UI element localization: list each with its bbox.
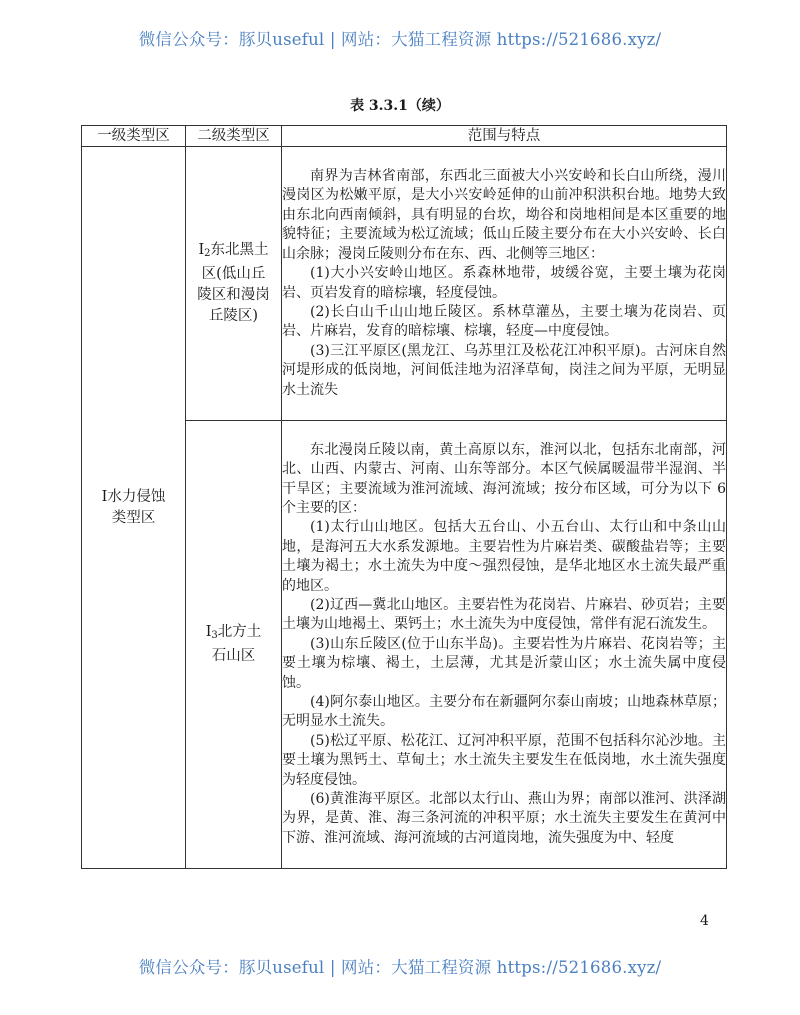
scope-cell <box>282 147 727 421</box>
paragraph: (6)黄淮海平原区。北部以太行山、燕山为界；南部以淮河、洪泽湖为界，是黄、淮、海三条河流的冲积平原；水土流失主要发生在黄河中下游、淮河流域、海河流域的古河道岗地，流失强度为中、轻度 <box>282 791 726 846</box>
level2-prefix: Ⅰ <box>205 624 212 640</box>
paragraph: (2)长白山千山山地丘陵区。系林草灌丛，主要土壤为花岗岩、页岩、片麻岩，发育的暗棕壤、棕壤，轻度—中度侵蚀。 <box>282 303 726 340</box>
paragraph: (1)大小兴安岭山地区。系森林地带，坡缓谷宽，主要土壤为花岗岩、页岩发育的暗棕壤，轻度侵蚀。 <box>282 265 726 301</box>
paragraph: (4)阿尔泰山地区。主要分布在新疆阿尔泰山南坡；山地森林草原；无明显水土流失。 <box>282 694 726 730</box>
level2-cell <box>186 147 282 421</box>
page-number: 4 <box>700 913 709 929</box>
header-level2: 二级类型区 <box>186 126 282 147</box>
level2-prefix: Ⅰ <box>198 242 205 258</box>
table-row <box>82 147 727 421</box>
watermark-footer: 微信公众号：豚贝useful | 网站：大猫工程资源 https://521686.xyz/ <box>138 958 662 977</box>
level2-subscript: 3 <box>211 630 218 641</box>
table-header-row <box>82 126 727 147</box>
level2-subscript: 2 <box>204 248 211 259</box>
header-level1: 一级类型区 <box>82 126 186 147</box>
soil-erosion-type-table <box>81 125 727 869</box>
paragraph: (2)辽西—冀北山地区。主要岩性为花岗岩、片麻岩、砂页岩；主要土壤为山地褐土、栗钙土；水土流失为中度侵蚀，常伴有泥石流发生。 <box>282 596 726 633</box>
paragraph: (5)松辽平原、松花江、辽河冲积平原，范围不包括科尔沁沙地。主要土壤为黑钙土、草甸土；水土流失主要发生在低岗地，水土流失强度为轻度侵蚀。 <box>282 732 726 788</box>
level2-label: 东北黑土区(低山丘陵区和漫岗丘陵区) <box>197 242 270 324</box>
paragraph: (3)三江平原区(黑龙江、乌苏里江及松花江冲积平原)。古河床自然河堤形成的低岗地，河间低洼地为沼泽草甸，岗洼之间为平原，无明显水土流失 <box>282 342 726 398</box>
paragraph: 南界为吉林省南部，东西北三面被大小兴安岭和长白山所绕，漫川漫岗区为松嫩平原，是大小兴安岭延伸的山前冲积洪积台地。地势大致由东北向西南倾斜，具有明显的台坎，坳谷和岗地相间是本区重要的地貌特征；主要流域为松辽流域；低山丘陵主要分布在大小兴安岭、长白山余脉；漫岗丘陵则分布在东、西、北侧等三地区： <box>282 168 726 262</box>
header-scope: 范围与特点 <box>282 126 727 147</box>
paragraph: (1)太行山山地区。包括大五台山、小五台山、太行山和中条山山地，是海河五大水系发源地。主要岩性为片麻岩类、碳酸盐岩等；主要土壤为褐土；水土流失为中度～强烈侵蚀，是华北地区水土流失最严重的地区。 <box>282 519 726 594</box>
level2-label: 北方土石山区 <box>211 624 262 664</box>
paragraph: 东北漫岗丘陵以南，黄土高原以东，淮河以北，包括东北南部，河北、山西、内蒙古、河南、山东等部分。本区气候属暖温带半湿润、半干旱区；主要流域为淮河流域、海河流域；按分布区域，可分为以下 6 个主要的区： <box>282 441 726 516</box>
level1-cell: Ⅰ水力侵蚀类型区 <box>82 147 186 869</box>
scope-cell <box>282 421 727 869</box>
table-caption: 表 3.3.1（续） <box>350 98 450 114</box>
level2-cell <box>186 421 282 869</box>
watermark-header: 微信公众号：豚贝useful | 网站：大猫工程资源 https://521686.xyz/ <box>138 30 662 49</box>
paragraph: (3)山东丘陵区(位于山东半岛)。主要岩性为片麻岩、花岗岩等；主要土壤为棕壤、褐土，土层薄，尤其是沂蒙山区；水土流失属中度侵蚀。 <box>282 635 726 691</box>
